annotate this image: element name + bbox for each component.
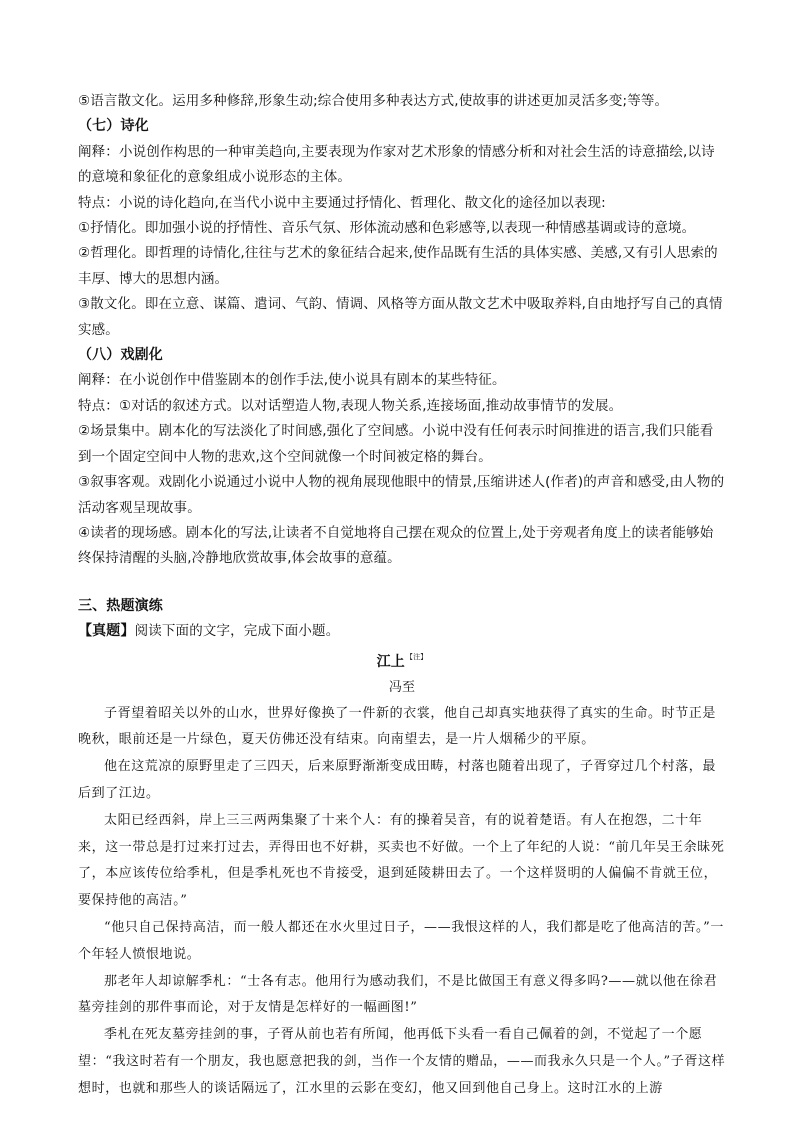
drama-item-1: 特点：①对话的叙述方式。以对话塑造人物,表现人物关系,连接场面,推动故事情节的发展。 xyxy=(78,397,623,414)
practice-intro xyxy=(78,619,726,644)
story-text xyxy=(78,701,726,1103)
poetic-item-1: ①抒情化。即加强小说的抒情性、音乐气氛、形体流动感和色彩感等,以表现一种情感基调或诗的意境。 xyxy=(78,220,696,237)
section-heading-poetic: （七）诗化 xyxy=(78,118,149,135)
story-paragraph: 季札在死友墓旁挂剑的事，子胥从前也若有所闻，他再低下头看一看自己佩着的剑，不觉起了一个愿望：“我这时若有一个朋友，我也愿意把我的剑，当作一个友情的赠品，——而我永久只是一个人。”子胥这样想时，也就和那些人的谈话隔远了，江水里的云影在变幻，他又回到他自己身上。这时江水的上游 xyxy=(78,1027,726,1096)
style-item-5: ⑤语言散文化。运用多种修辞,形象生动;综合使用多种表达方式,使故事的讲述更加灵活多变;等等。 xyxy=(78,93,669,109)
document-body xyxy=(78,89,726,1102)
practice-tag: 【真题】 xyxy=(78,623,135,640)
story-paragraph: 子胥望着昭关以外的山水，世界好像换了一件新的衣裳，他自己却真实地获得了真实的生命。时节正是晚秋，眼前还是一片绿色，夏天仿佛还没有结束。向南望去，是一片人烟稀少的平原。 xyxy=(78,705,717,748)
story-author: 冯至 xyxy=(388,679,416,695)
poetic-features: 特点：小说的诗化趋向,在当代小说中主要通过抒情化、哲理化、散文化的途径加以表现: xyxy=(78,194,606,211)
poetic-item-3: ③散文化。即在立意、谋篇、遣词、气韵、情调、风格等方面从散文艺术中吸取养料,自由地抒写自己的真情实感。 xyxy=(78,296,723,338)
practice-instruction: 阅读下面的文字，完成下面小题。 xyxy=(134,623,340,640)
practice-heading: 三、热题演练 xyxy=(78,597,163,614)
section-heading-drama: （八）戏剧化 xyxy=(78,347,163,364)
poetic-explanation: 阐释：小说创作构思的一种审美趋向,主要表现为作家对艺术形象的情感分析和对社会生活的诗意描绘,以诗的意境和象征化的意象组成小说形态的主体。 xyxy=(78,143,715,186)
story-title xyxy=(78,645,726,675)
story-paragraph: 那老年人却谅解季札：“士各有志。他用行为感动我们，不是比做国王有意义得多吗?——就以他在徐君墓旁挂剑的那件事而论，对于友情是怎样好的一幅画图!” xyxy=(78,973,718,1016)
story-paragraph: “他只自己保持高洁，而一般人都还在水火里过日子，——我恨这样的人，我们都是吃了他高洁的苦。”一个年轻人愤恨地说。 xyxy=(78,919,724,962)
drama-explanation: 阐释：在小说创作中借鉴剧本的创作手法,使小说具有剧本的某些特征。 xyxy=(78,372,506,389)
story-title-text: 江上 xyxy=(376,653,405,670)
drama-item-3: ③叙事客观。戏剧化小说通过小说中人物的视角展现他眼中的情景,压缩讲述人(作者)的声音和感受,由人物的活动客观呈现故事。 xyxy=(78,474,725,516)
section-spacer xyxy=(78,572,726,594)
story-note-marker: 【注】 xyxy=(405,652,428,661)
story-paragraph: 他在这荒凉的原野里走了三四天，后来原野渐渐变成田畴，村落也随着出现了，子胥穿过几个村落，最后到了江边。 xyxy=(78,759,717,801)
drama-item-4: ④读者的现场感。剧本化的写法,让读者不自觉地将自己摆在观众的位置上,处于旁观者角度上的读者能够始终保持清醒的头脑,冷静地欣赏故事,体会故事的意蕴。 xyxy=(78,524,714,567)
drama-item-2: ②场景集中。剧本化的写法淡化了时间感,强化了空间感。小说中没有任何表示时间推进的语言,我们只能看到一个固定空间中人物的悲欢,这个空间就像一个时间被定格的舞台。 xyxy=(78,423,714,465)
poetic-item-2: ②哲理化。即哲理的诗情化,往往与艺术的象征结合起来,使作品既有生活的具体实感、美感,又有引人思索的丰厚、博大的思想内涵。 xyxy=(78,245,718,287)
story-paragraph: 太阳已经西斜，岸上三三两两集聚了十来个人：有的操着吴音，有的说着楚语。有人在抱怨，二十年来，这一带总是打过来打过去，弄得田也不好耕，买卖也不好做。一个上了年纪的人说：“前几年吴王余昧死了，本应该传位给季札，但是季札死也不肯接受，退到延陵耕田去了。一个这样贤明的人偏偏不肯就王位，要保持他的高洁。” xyxy=(78,812,725,909)
